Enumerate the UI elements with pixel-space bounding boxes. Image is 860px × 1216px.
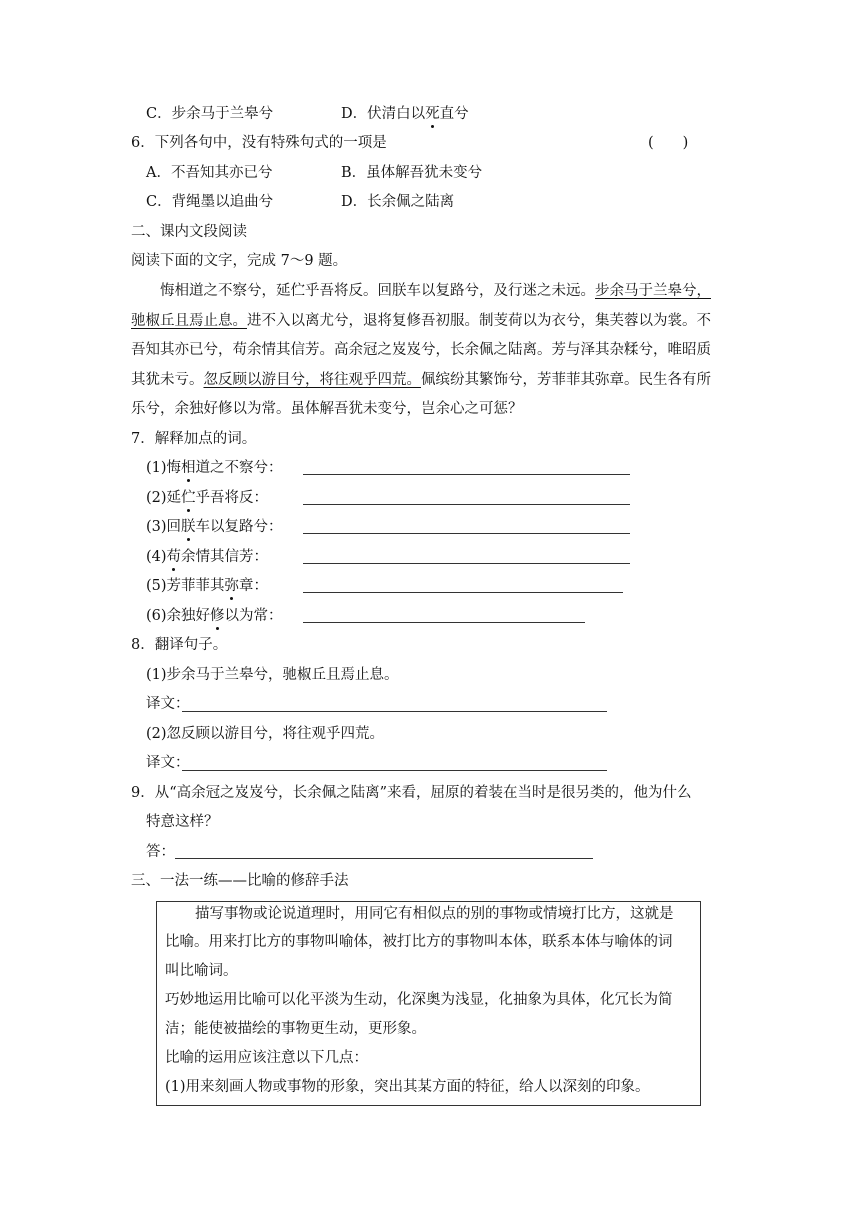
section2-instruction: 阅读下面的文字，完成 7～9 题。	[131, 253, 348, 269]
q9-answer-label: 答：	[146, 844, 175, 860]
q7-answer-blank-6[interactable]	[303, 622, 585, 623]
passage-line-3: 吾知其亦已兮，苟余情其信芳。高余冠之岌岌兮，长余佩之陆离。芳与泽其杂糅兮，唯昭质	[131, 342, 711, 358]
q7-item-4	[146, 547, 268, 567]
q7-item-2	[146, 488, 268, 508]
q8-answer-blank-2[interactable]	[182, 770, 607, 771]
q7-item-6-post: 以为常：	[224, 608, 283, 624]
q6-answer-paren: ( )	[648, 135, 689, 151]
passage-underlined-sentence-1b: 驰椒丘且焉止息。	[131, 313, 247, 329]
box-line-7: (1)用来刻画人物或事物的形象，突出其某方面的特征，给人以深刻的印象。	[165, 1079, 650, 1095]
q7-item-2-pre: (2)延	[146, 490, 182, 506]
box-line-1: 描写事物或论说道理时，用同它有相似点的别的事物或情境打比方，这就是	[195, 906, 674, 922]
q5-option-d-text-b: 直兮	[439, 106, 469, 122]
q8-answer-label-2: 译文：	[146, 755, 190, 771]
q7-answer-blank-4[interactable]	[303, 563, 630, 564]
q8-sentence-1: (1)步余马于兰皋兮，驰椒丘且焉止息。	[146, 667, 399, 683]
q9-stem-line-2: 特意这样？	[146, 814, 219, 830]
q9-answer-blank[interactable]	[175, 858, 593, 859]
q6-option-b: B．虽体解吾犹未变兮	[341, 165, 483, 181]
q7-item-4-pre: (4)	[146, 549, 167, 565]
q7-item-1-pre: (1)悔	[146, 460, 182, 476]
passage-line-5: 乐兮，余独好修以为常。虽体解吾犹未变兮，岂余心之可惩？	[131, 401, 523, 417]
q8-answer-label-1: 译文：	[146, 696, 190, 712]
q7-item-4-dotted-char: 苟	[166, 549, 182, 565]
q7-item-3-pre: (3)回	[146, 519, 182, 535]
q5-option-d-text-a: D．伏清白以	[341, 106, 426, 122]
box-line-4: 巧妙地运用比喻可以化平淡为生动，化深奥为浅显，化抽象为具体，化冗长为简	[165, 992, 673, 1008]
q8-stem: 8．翻译句子。	[131, 637, 228, 653]
q7-item-1-post: 道之不察兮：	[195, 460, 283, 476]
q7-item-6	[146, 606, 283, 626]
q7-answer-blank-5[interactable]	[303, 592, 623, 593]
section3-title: 三、一法一练——比喻的修辞手法	[131, 873, 349, 889]
q5-option-d	[341, 104, 469, 124]
passage-underlined-sentence-2: 忽反顾以游目兮，将往观乎四荒。	[203, 372, 421, 388]
passage-line-4-text-b: 佩缤纷其繁饰兮，芳菲菲其弥章。民生各有所	[421, 372, 711, 388]
box-line-5: 洁；能使被描绘的事物更生动，更形象。	[165, 1021, 426, 1037]
q7-item-1	[146, 458, 283, 478]
passage-line-4	[131, 370, 711, 390]
passage-line-2	[131, 311, 711, 331]
q7-stem: 7．解释加点的词。	[131, 431, 257, 447]
q6-option-c: C．背绳墨以追曲兮	[146, 194, 274, 210]
q7-item-3	[146, 517, 283, 537]
q9-stem-line-1: 9．从“高余冠之岌岌兮，长余佩之陆离”来看，屈原的着装在当时是很另类的，他为什么	[131, 785, 692, 801]
q7-item-5	[146, 576, 268, 596]
q6-stem: 6．下列各句中，没有特殊句式的一项是	[131, 135, 387, 151]
q5-option-c: C．步余马于兰皋兮	[146, 106, 274, 122]
q7-item-5-pre: (5)芳菲菲其	[146, 578, 225, 594]
passage-line-4-text-a: 其犹未亏。	[131, 372, 204, 388]
q7-item-3-post: 车以复路兮：	[195, 519, 283, 535]
q5-option-d-dotted-char: 死	[425, 106, 440, 122]
metaphor-explanation-box	[156, 901, 701, 1106]
passage-underlined-sentence-1a: 步余马于兰皋兮，	[595, 283, 711, 299]
q6-option-d: D．长余佩之陆离	[341, 194, 455, 210]
q7-item-4-post: 余情其信芳：	[181, 549, 269, 565]
box-line-6: 比喻的运用应该注意以下几点：	[165, 1050, 368, 1066]
q7-item-6-pre: (6)余独好	[146, 608, 211, 624]
q7-item-3-dotted-char: 朕	[181, 519, 196, 535]
passage-line-1-text: 悔相道之不察兮，延伫乎吾将反。回朕车以复路兮，及行迷之未远。	[160, 283, 595, 299]
q7-answer-blank-3[interactable]	[303, 533, 630, 534]
q7-answer-blank-2[interactable]	[303, 504, 630, 505]
q8-answer-blank-1[interactable]	[182, 711, 607, 712]
q7-item-2-post: 乎吾将反：	[195, 490, 269, 506]
section2-title: 二、课内文段阅读	[131, 224, 247, 240]
q7-item-2-dotted-char: 伫	[181, 490, 196, 506]
passage-line-2-text: 进不入以离尤兮，退将复修吾初服。制芰荷以为衣兮，集芙蓉以为裳。不	[247, 313, 711, 329]
q7-answer-blank-1[interactable]	[303, 474, 630, 475]
box-line-2: 比喻。用来打比方的事物叫喻体，被打比方的事物叫本体，联系本体与喻体的词	[165, 934, 673, 950]
box-line-3: 叫比喻词。	[165, 963, 238, 979]
passage-line-1	[160, 281, 711, 301]
q6-option-a: A．不吾知其亦已兮	[146, 165, 273, 181]
q8-sentence-2: (2)忽反顾以游目兮，将往观乎四荒。	[146, 726, 385, 742]
q7-item-6-dotted-char: 修	[210, 608, 225, 624]
q7-item-5-dotted-char: 弥	[224, 578, 240, 594]
q7-item-1-dotted-char: 相	[181, 460, 196, 476]
q7-item-5-post: 章：	[239, 578, 269, 594]
